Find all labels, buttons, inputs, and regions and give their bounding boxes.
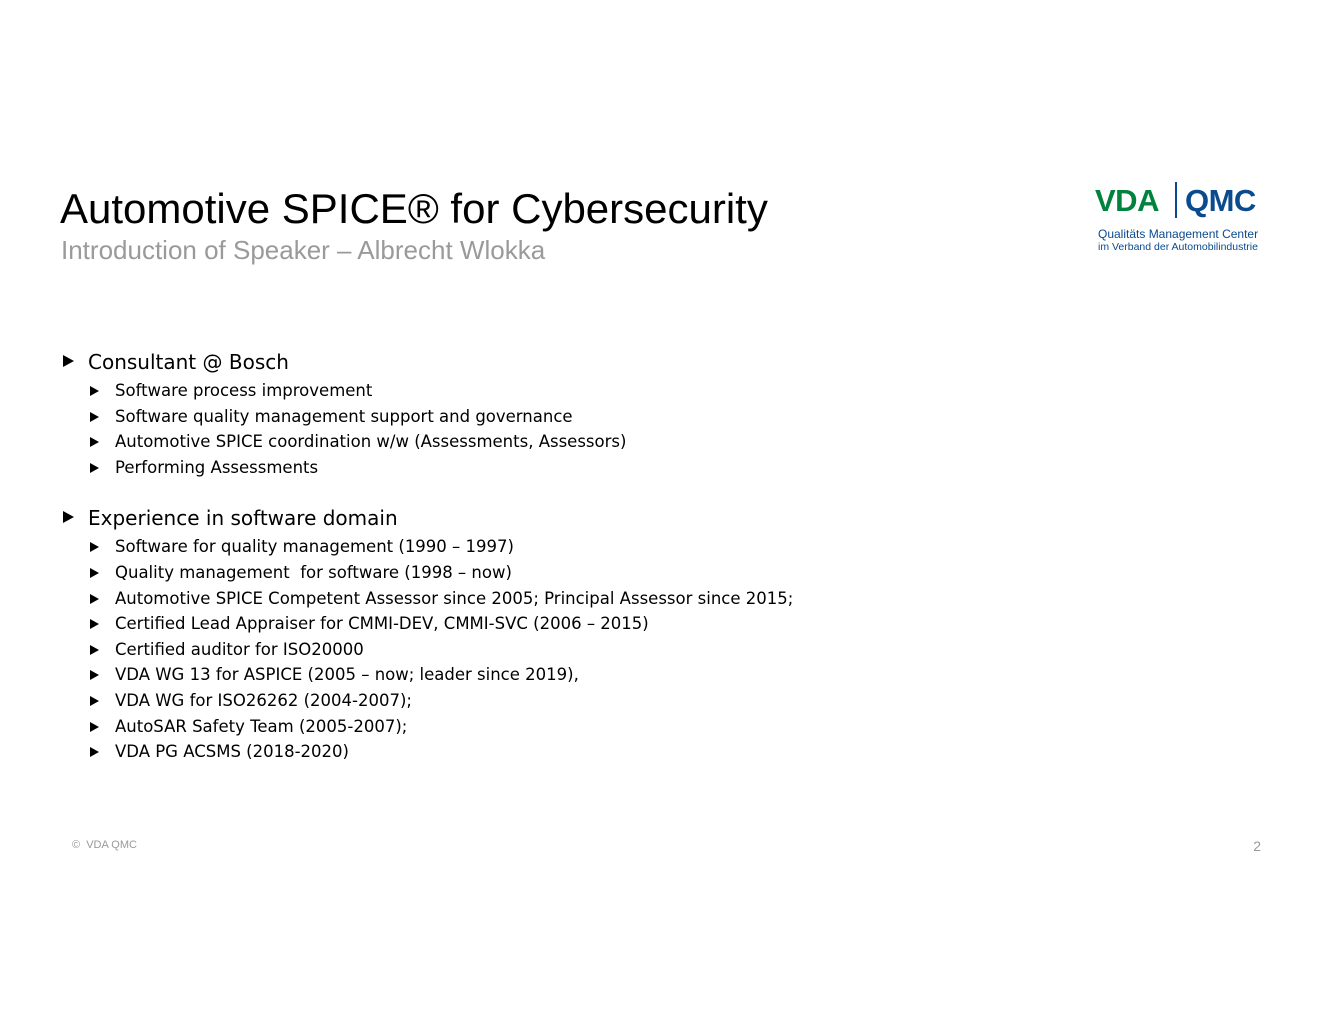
bullet-item-text: Quality management for software (1998 – now) (115, 562, 512, 582)
bullet-item-text: Software for quality management (1990 – 1997) (115, 537, 514, 557)
bullet-triangle-icon (90, 696, 99, 706)
footer-copyright: © VDA QMC (72, 839, 137, 851)
bullet-item (60, 739, 1060, 765)
bullet-item (60, 404, 1060, 430)
logo-tagline-1: Qualitäts Management Center (1098, 227, 1259, 241)
bullet-triangle-icon (90, 386, 99, 396)
bullet-item (60, 534, 1060, 560)
bullet-item (60, 429, 1060, 455)
bullet-heading-text: Experience in software domain (88, 506, 398, 531)
vda-qmc-logo (1094, 180, 1264, 260)
logo-qmc-text: QMC (1185, 183, 1256, 218)
bullet-heading (60, 502, 1060, 534)
slide-content (60, 346, 1060, 787)
bullet-item (60, 455, 1060, 481)
bullet-triangle-icon (90, 463, 99, 473)
bullet-item-text: Automotive SPICE coordination w/w (Assessments, Assessors) (115, 432, 627, 452)
bullet-item (60, 714, 1060, 740)
logo-wordmark (1094, 180, 1264, 220)
bullet-item (60, 611, 1060, 637)
bullet-triangle-icon (90, 437, 99, 447)
bullet-item-text: Software quality management support and governance (115, 406, 573, 426)
bullet-triangle-icon (90, 568, 99, 578)
bullet-triangle-icon (63, 511, 74, 523)
bullet-triangle-icon (63, 355, 74, 367)
bullet-item (60, 662, 1060, 688)
bullet-item-text: AutoSAR Safety Team (2005-2007); (115, 716, 408, 736)
logo-vda-text: VDA (1095, 183, 1159, 218)
bullet-item-text: Performing Assessments (115, 457, 319, 477)
bullet-item-text: Software process improvement (115, 381, 373, 400)
bullet-item-text: VDA PG ACSMS (2018-2020) (115, 742, 349, 762)
section-consultant (60, 346, 1060, 480)
bullet-triangle-icon (90, 670, 99, 680)
slide-subtitle: Introduction of Speaker – Albrecht Wlokka (61, 235, 546, 265)
bullet-item (60, 378, 1060, 404)
bullet-triangle-icon (90, 645, 99, 655)
bullet-triangle-icon (90, 747, 99, 757)
bullet-item (60, 637, 1060, 663)
bullet-item-text: VDA WG 13 for ASPICE (2005 – now; leader since 2019), (115, 665, 579, 685)
section-experience (60, 502, 1060, 764)
bullet-triangle-icon (90, 412, 99, 422)
logo-divider (1175, 182, 1177, 218)
bullet-triangle-icon (90, 594, 99, 604)
bullet-item-text: Automotive SPICE Competent Assessor since 2005; Principal Assessor since 2015; (115, 588, 794, 608)
bullet-item-text: VDA WG for ISO26262 (2004-2007); (115, 690, 412, 710)
bullet-heading (60, 346, 1060, 378)
bullet-triangle-icon (90, 722, 99, 732)
bullet-heading-text: Consultant @ Bosch (88, 350, 289, 374)
bullet-triangle-icon (90, 542, 99, 552)
bullet-item (60, 688, 1060, 714)
bullet-item (60, 560, 1060, 586)
logo-tagline-2: im Verband der Automobilindustrie (1098, 241, 1258, 253)
slide-title: Automotive SPICE® for Cybersecurity (60, 185, 768, 232)
bullet-item (60, 586, 1060, 612)
bullet-triangle-icon (90, 619, 99, 629)
bullet-item-text: Certified auditor for ISO20000 (115, 639, 364, 659)
page-number: 2 (1253, 838, 1261, 854)
bullet-item-text: Certified Lead Appraiser for CMMI-DEV, CMMI-SVC (2006 – 2015) (115, 614, 649, 634)
